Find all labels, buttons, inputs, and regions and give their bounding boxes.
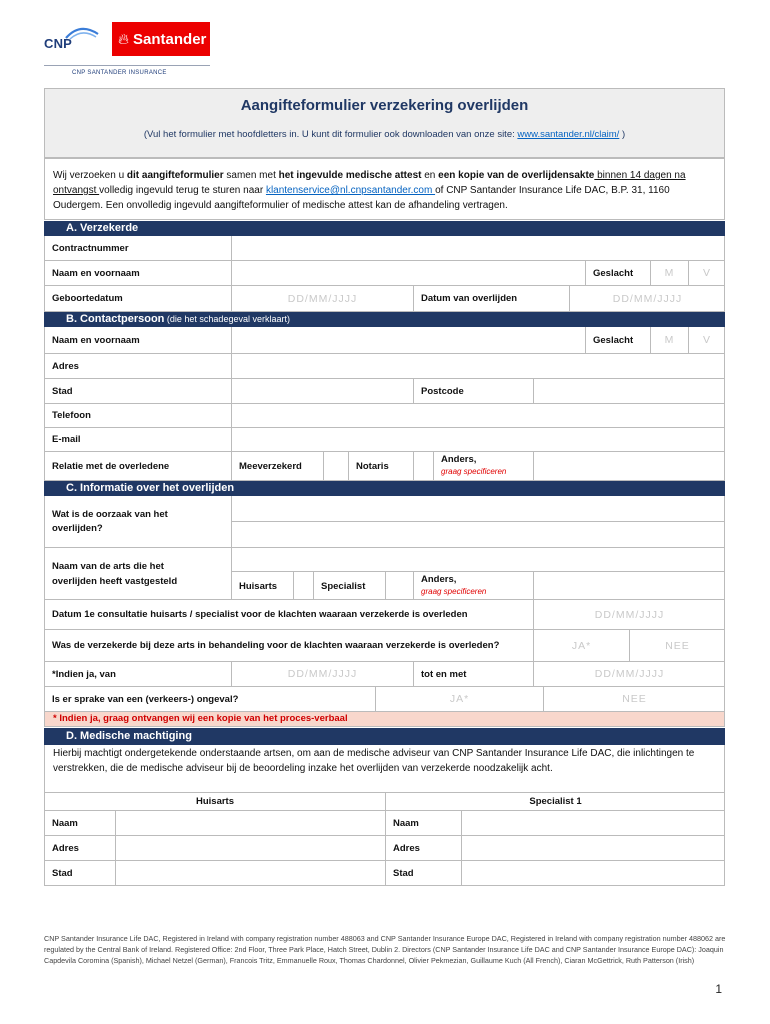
relation-notary-box[interactable] <box>413 452 433 480</box>
section-a-title: A. Verzekerde <box>66 222 139 234</box>
birth-date-input[interactable]: DD/MM/JJJJ <box>231 286 413 311</box>
contact-email-row <box>44 428 725 452</box>
intro-text: Wij verzoeken u <box>53 170 127 181</box>
contract-row <box>44 236 725 261</box>
insured-dates-row <box>44 286 725 312</box>
doctor-other-input[interactable] <box>533 572 725 600</box>
relation-notary[interactable]: Notaris <box>348 452 413 480</box>
specialist-name-label: Naam <box>385 811 461 835</box>
cause-row <box>44 496 725 548</box>
section-b-header <box>44 312 725 327</box>
gp-address-input[interactable] <box>115 836 385 860</box>
subtitle-end: ) <box>619 129 626 140</box>
cnp-logo-text: CNP <box>44 36 73 51</box>
contact-address-row <box>44 354 725 379</box>
insured-name-row <box>44 261 725 286</box>
contact-email-label: E-mail <box>52 434 81 445</box>
insured-name-label: Naam en voornaam <box>52 267 140 279</box>
logo-divider <box>44 65 210 66</box>
doctor-label: Naam van de arts die het overlijden heeft vastgesteld <box>52 560 178 587</box>
intro-text: volledig ingevuld terug te sturen naar <box>99 185 266 196</box>
gp-address-label: Adres <box>52 842 79 854</box>
relation-other-hint: graag specificeren <box>441 467 507 476</box>
flame-icon: 🔥︎ <box>118 30 130 48</box>
insured-gender-label: Geslacht <box>585 261 650 285</box>
doctor-name-input[interactable] <box>231 548 725 572</box>
specialist-address-label: Adres <box>385 836 461 860</box>
period-from-label: *Indien ja, van <box>52 668 116 680</box>
relation-row <box>44 452 725 481</box>
specialist-city-label: Stad <box>385 861 461 885</box>
accident-yes[interactable]: JA* <box>375 687 543 711</box>
intro-bold: het ingevulde medische attest <box>278 170 422 181</box>
period-until-label: tot en met <box>413 662 533 686</box>
relation-other-label: Anders, <box>441 454 477 465</box>
treatment-yes[interactable]: JA* <box>533 630 629 661</box>
section-c-header <box>44 481 725 496</box>
cause-input-2[interactable] <box>231 522 725 548</box>
contact-gender-label: Geslacht <box>585 327 650 353</box>
insured-name-input[interactable] <box>231 261 585 285</box>
title-box <box>44 88 725 158</box>
doctors-city-row <box>44 861 725 886</box>
contact-address-label: Adres <box>52 360 79 372</box>
claim-link[interactable]: www.santander.nl/claim/ <box>517 129 620 140</box>
doctor-specialist[interactable]: Specialist <box>313 572 385 600</box>
contact-name-row <box>44 327 725 354</box>
insured-gender-m[interactable]: M <box>650 261 688 285</box>
intro-paragraph <box>44 158 725 220</box>
doctor-other[interactable] <box>413 572 533 600</box>
gp-name-input[interactable] <box>115 811 385 835</box>
form-subtitle <box>45 129 724 140</box>
section-d-header <box>44 728 725 745</box>
period-until-date[interactable]: DD/MM/JJJJ <box>533 662 725 686</box>
treatment-label: Was de verzekerde bij deze arts in behandeling voor de klachten waaraan verzekerde is overleden? <box>52 639 500 651</box>
intro-text: samen met <box>223 170 279 181</box>
relation-other[interactable] <box>433 452 533 480</box>
logo-caption: CNP SANTANDER INSURANCE <box>72 70 167 76</box>
contract-input[interactable] <box>231 236 725 260</box>
treatment-no[interactable]: NEE <box>629 630 725 661</box>
contact-gender-m[interactable]: M <box>650 327 688 353</box>
contact-postcode-label: Postcode <box>413 379 533 403</box>
contact-phone-input[interactable] <box>231 404 725 427</box>
doctors-name-row <box>44 811 725 836</box>
section-b-title: B. Contactpersoon <box>66 313 165 325</box>
doctors-address-row <box>44 836 725 861</box>
santander-logo <box>112 22 210 56</box>
accident-row <box>44 687 725 712</box>
form-title: Aangifteformulier verzekering overlijden <box>240 97 529 114</box>
specialist-column-header: Specialist 1 <box>385 793 725 810</box>
intro-bold: een kopie van de overlijdensakte <box>438 170 595 181</box>
insured-gender-v[interactable]: V <box>688 261 725 285</box>
intro-bold: dit aangifteformulier <box>126 170 224 181</box>
subtitle-text: (Vul het formulier met hoofdletters in. U kunt dit formulier ook downloaden van onze site: <box>143 129 518 140</box>
police-report-note: * Indien ja, graag ontvangen wij een kopie van het proces-verbaal <box>44 712 725 727</box>
first-consult-date[interactable]: DD/MM/JJJJ <box>533 600 725 629</box>
authorization-text: Hierbij machtigt ondergetekende onderstaande artsen, om aan de medische adviseur van CNP Santander Insurance Life DAC, die inlichtingen te verstrekken, die de medische adviseur bij de beoordeling inzake het overlijden van verzekerde noodzakelijk acht. <box>44 745 725 793</box>
contract-label: Contractnummer <box>52 242 129 254</box>
accident-no[interactable]: NEE <box>543 687 725 711</box>
death-date-label: Datum van overlijden <box>413 286 569 311</box>
doctors-header-row <box>44 793 725 811</box>
cause-input-1[interactable] <box>231 496 725 522</box>
doctor-gp[interactable]: Huisarts <box>231 572 293 600</box>
gp-column-header: Huisarts <box>195 796 234 807</box>
doctor-other-label: Anders, <box>421 574 457 585</box>
contact-email-input[interactable] <box>231 428 725 451</box>
intro-text: of CNP Santander Insurance Life DAC, B.P. 31, 1160 Oudergem. Een onvolledig ingevuld aangifteformulier of medische attest kan de afhandeling vertragen. <box>53 185 670 211</box>
death-date-input[interactable]: DD/MM/JJJJ <box>569 286 725 311</box>
treatment-row <box>44 630 725 662</box>
cause-label: Wat is de oorzaak van het overlijden? <box>52 508 168 534</box>
gp-city-input[interactable] <box>115 861 385 885</box>
first-consult-label: Datum 1e consultatie huisarts / specialist voor de klachten waaraan verzekerde is overleden <box>52 608 468 620</box>
contact-phone-label: Telefoon <box>52 410 91 421</box>
period-from-date[interactable]: DD/MM/JJJJ <box>231 662 413 686</box>
gp-name-label: Naam <box>52 817 78 829</box>
contact-name-input[interactable] <box>231 327 585 353</box>
treatment-period-row <box>44 662 725 687</box>
page-number: 1 <box>715 982 722 996</box>
gp-city-label: Stad <box>52 867 73 879</box>
contact-city-input[interactable] <box>231 379 413 403</box>
contact-name-label: Naam en voornaam <box>52 334 140 346</box>
accident-label: Is er sprake van een (verkeers-) ongeval? <box>52 693 239 705</box>
contact-gender-v[interactable]: V <box>688 327 725 353</box>
contact-address-input[interactable] <box>231 354 725 378</box>
contact-city-row <box>44 379 725 404</box>
birth-date-label: Geboortedatum <box>52 293 123 304</box>
specialist-name-input[interactable] <box>461 811 725 835</box>
section-b-subtitle: (die het schadegeval verklaart) <box>164 314 290 324</box>
section-a-header <box>44 221 725 236</box>
intro-text: en <box>421 170 439 181</box>
contact-phone-row <box>44 404 725 428</box>
email-link[interactable]: klantenservice@nl.cnpsantander.com <box>265 185 436 196</box>
legal-footer: CNP Santander Insurance Life DAC, Registered in Ireland with company registration number 488063 and CNP Santander Insurance Europe DAC, Registered in Ireland with company registration number 488062 are regulated by the Central Bank of Ireland. Registered Office: 2nd Floor, Three Park Place, Hatch Street, Dublin 2. Directors (CNP Santander Insurance Life DAC and CNP Santander Insurance Europe DAC): Joaquin Capdevila Coromina (Spanish), Michael Netzel (German), Francois Tritz, Emmanuelle Roux, Thomas Chardonnel, Olivier Pekmezian, Guillaume Kuch (All French), Ciaran McGettrick, Ruth Patterson (Irish) <box>44 934 726 965</box>
contact-city-label: Stad <box>52 385 73 397</box>
relation-other-input[interactable] <box>533 452 725 480</box>
first-consult-row <box>44 600 725 630</box>
relation-label: Relatie met de overledene <box>52 460 170 472</box>
relation-co-insured-box[interactable] <box>323 452 348 480</box>
doctor-gp-box[interactable] <box>293 572 313 600</box>
section-d-title: D. Medische machtiging <box>66 730 192 742</box>
santander-logo-text: Santander <box>133 30 207 48</box>
doctor-specialist-box[interactable] <box>385 572 413 600</box>
cnp-logo <box>44 26 102 56</box>
intro-deadline: binnen 14 dagen na ontvangst <box>53 170 686 196</box>
doctor-row <box>44 548 725 600</box>
section-c-title: C. Informatie over het overlijden <box>66 482 235 494</box>
specialist-address-input[interactable] <box>461 836 725 860</box>
doctor-other-hint: graag specificeren <box>421 587 487 596</box>
specialist-city-input[interactable] <box>461 861 725 885</box>
contact-postcode-input[interactable] <box>533 379 725 403</box>
relation-co-insured[interactable]: Meeverzekerd <box>231 452 323 480</box>
